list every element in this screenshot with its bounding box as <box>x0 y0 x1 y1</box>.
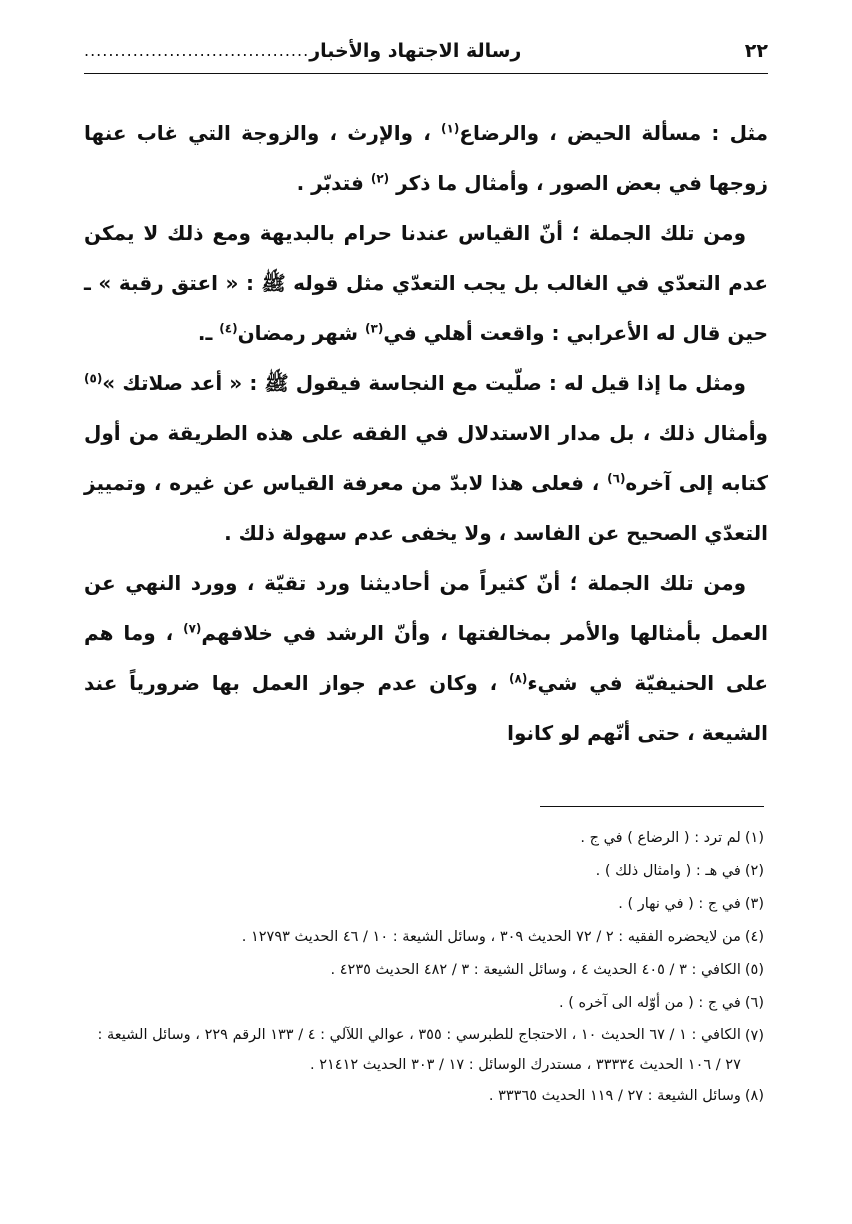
paragraph-4 <box>84 558 768 758</box>
footnote-number: (٧) <box>744 1028 764 1044</box>
footnote-2 <box>84 855 764 888</box>
footnote-3 <box>84 888 764 921</box>
footnote-6 <box>84 987 764 1020</box>
footnote-4 <box>84 921 764 954</box>
footnote-text: الكافي : ١ / ٦٧ الحديث ١٠ ، الاحتجاج للطبرسي : ٣٥٥ ، عوالي اللآلي : ٤ / ١٣٣ الرقم ٢٢٩ ، وسائل الشيعة : ٢٧ / ١٠٦ الحديث ٣٣٣٣٤ ، مستدرك الوسائل : ١٧ / ٣٠٣ الحديث ٢١٤١٢ . <box>97 1027 741 1073</box>
footnote-8 <box>84 1080 764 1113</box>
footnote-number: (٢) <box>744 863 764 879</box>
section-lead: ومن تلك الجملة ؛ <box>569 571 747 595</box>
text-run: ـ. <box>197 321 213 345</box>
footnote-ref-5[interactable]: (٥) <box>84 371 103 386</box>
footnote-ref-6[interactable]: (٦) <box>607 471 626 486</box>
footnote-separator <box>540 806 764 807</box>
section-lead: ومن تلك الجملة ؛ <box>571 221 746 245</box>
footnote-ref-1[interactable]: (١) <box>441 121 460 136</box>
footnote-7 <box>84 1020 764 1080</box>
paragraph-3 <box>84 358 768 558</box>
footnote-text: من لايحضره الفقيه : ٢ / ٧٢ الحديث ٣٠٩ ، وسائل الشيعة : ١٠ / ٤٦ الحديث ١٢٧٩٣ . <box>241 929 741 945</box>
text-run: وأمثال ذلك ، بل مدار الاستدلال في الفقه على هذه الطريقة من أول كتابه إلى آخره <box>84 421 768 495</box>
text-run: مثل : مسألة الحيض ، والرضاع <box>459 121 769 145</box>
footnote-text: الكافي : ٣ / ٤٠٥ الحديث ٤ ، وسائل الشيعة : ٣ / ٤٨٢ الحديث ٤٢٣٥ . <box>330 962 741 978</box>
header-rule <box>84 73 768 74</box>
page-number: ٢٢ <box>744 40 768 62</box>
footnote-number: (٨) <box>744 1088 764 1104</box>
footnote-ref-7[interactable]: (٧) <box>183 621 202 636</box>
footnote-1 <box>84 822 764 855</box>
text-run: ، والإرث ، والزوجة التي غاب عنها زوجها في بعض الصور ، وأمثال ما ذكر <box>84 121 768 195</box>
running-head <box>84 36 768 66</box>
footnote-number: (٦) <box>744 995 764 1011</box>
footnote-5 <box>84 954 764 987</box>
footnote-text: وسائل الشيعة : ٢٧ / ١١٩ الحديث ٣٣٣٦٥ . <box>488 1088 741 1104</box>
text-run: أنّ كثيراً من أحاديثنا ورد تقيّة ، وورد النهي عن العمل بأمثالها والأمر بمخالفتها ، وأنّ الرشد في خلافهم <box>84 571 769 645</box>
paragraph-2 <box>84 208 768 358</box>
footnote-number: (٥) <box>744 962 764 978</box>
main-text <box>84 108 768 758</box>
footnotes <box>84 822 764 1113</box>
text-run: شهر رمضان <box>237 321 359 345</box>
text-run: ، وما هم على الحنيفيّة في شيء <box>84 621 768 695</box>
footnote-ref-3[interactable]: (٣) <box>365 321 384 336</box>
footnote-ref-2[interactable]: (٢) <box>370 171 390 186</box>
footnote-number: (٤) <box>744 929 764 945</box>
leader-dots: ..................................... <box>84 41 310 60</box>
text-run: فتدبّر . <box>296 171 364 195</box>
text-run: ومثل ما إذا قيل له : صلّيت مع النجاسة فيقول ﷺ : « أعد صلاتك » <box>102 371 746 395</box>
running-title <box>84 36 521 66</box>
running-title-text: رسالة الاجتهاد والأخبار <box>309 40 522 62</box>
footnote-ref-4[interactable]: (٤) <box>219 321 238 336</box>
text-run: ، وكان عدم جواز العمل بها ضرورياً عند الشيعة ، حتى أنّهم لو كانوا <box>84 671 768 745</box>
footnote-number: (٣) <box>744 896 764 912</box>
footnote-text: لم ترد : ( الرضاع ) في ج . <box>580 830 741 846</box>
text-run: ، فعلى هذا لابدّ من معرفة القياس عن غيره ، وتمييز التعدّي الصحيح عن الفاسد ، ولا يخفى عدم سهولة ذلك . <box>84 471 768 545</box>
text-run: أنّ القياس عندنا حرام بالبديهة ومع ذلك لا يمكن عدم التعدّي في الغالب بل يجب التعدّي مثل قوله ﷺ : « اعتق رقبة » ـ حين قال له الأعرابي : واقعت أهلي في <box>84 221 768 345</box>
footnote-ref-8[interactable]: (٨) <box>509 671 528 686</box>
footnote-number: (١) <box>744 830 764 846</box>
footnote-text: في ج : ( من أوّله الى آخره ) . <box>559 995 741 1011</box>
footnote-text: في ج : ( في نهار ) . <box>618 896 741 912</box>
footnote-text: في هـ : ( وامثال ذلك ) . <box>595 863 741 879</box>
paragraph-1 <box>84 108 768 208</box>
